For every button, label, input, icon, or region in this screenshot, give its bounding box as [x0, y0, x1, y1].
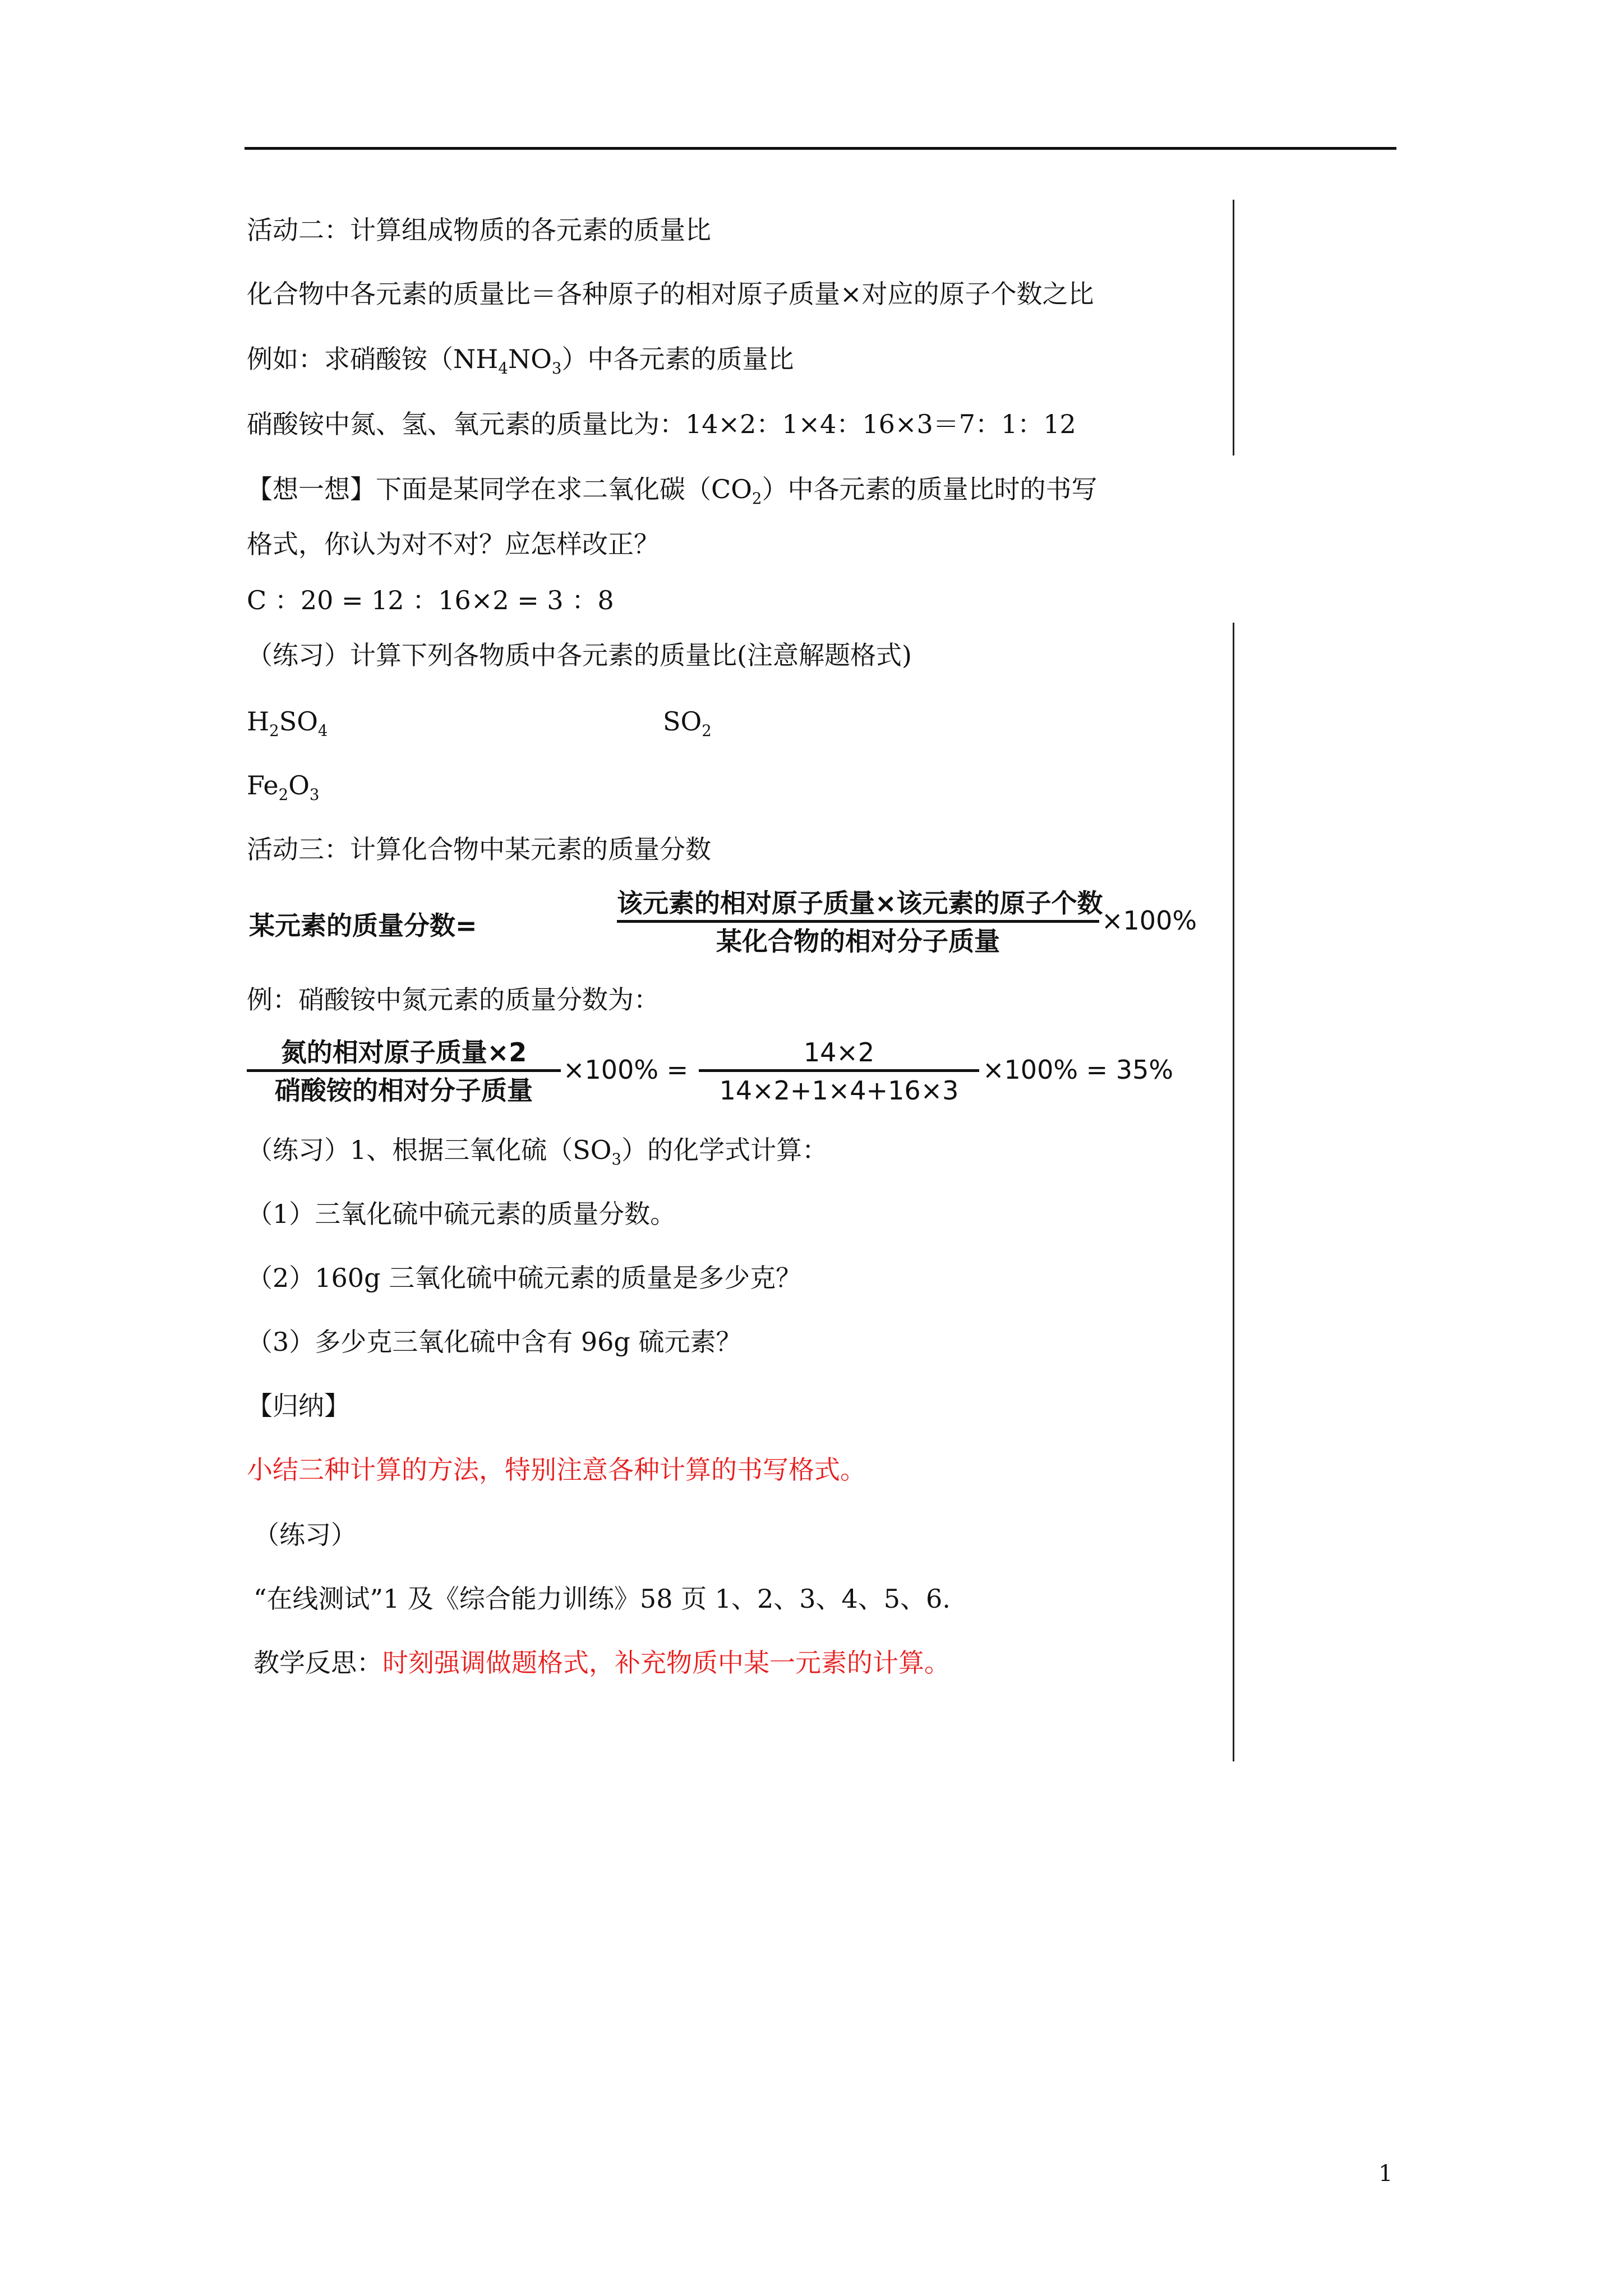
mass-ratio-rule: 化合物中各元素的质量比＝各种原子的相对原子质量×对应的原子个数之比 [247, 279, 1094, 309]
think-prompt-cont: 格式，你认为对不对？应怎样改正？ [247, 529, 660, 559]
formula2-mid: ×100% = [563, 1055, 689, 1085]
teaching-reflection: 教学反思：时刻强调做题格式，补充物质中某一元素的计算。 [253, 1648, 950, 1678]
formula2-fraction-bar1 [247, 1069, 561, 1072]
example-ammonium-nitrate: 例如：求硝酸铵$(NH_4NO_3)$中各元素的质量比 [247, 344, 794, 378]
summary-text: 小结三种计算的方法，特别注意各种计算的书写格式。 [247, 1455, 866, 1485]
formula2-fraction-bar2 [699, 1069, 979, 1072]
formula2-denominator1: 硝酸铵的相对分子质量 [275, 1075, 533, 1106]
formula1-denominator: 某化合物的相对分子质量 [716, 926, 1000, 956]
activity3-title: 活动三：计算化合物中某元素的质量分数 [247, 834, 711, 864]
formula-h2so4: $H_2SO_4$ [247, 706, 328, 740]
header-rule [245, 147, 1396, 150]
practice2-prompt: （练习）1、根据三氧化硫$(SO_3)$的化学式计算： [247, 1135, 828, 1168]
formula2-denominator2: 14×2+1×4+16×3 [719, 1075, 959, 1106]
practice1-prompt: （练习）计算下列各物质中各元素的质量比(注意解题格式) [247, 640, 912, 670]
formula1-numerator: 该元素的相对原子质量×该元素的原子个数 [617, 888, 1103, 918]
formula1-tail: ×100% [1101, 905, 1197, 936]
practice3-heading: （练习） [253, 1520, 357, 1550]
formula1-lhs: 某元素的质量分数= [249, 910, 477, 941]
formula1-fraction-bar [617, 920, 1099, 923]
question-2: （2）160g 三氧化硫中硫元素的质量是多少克？ [247, 1263, 802, 1293]
formula-so2: $SO_2$ [663, 706, 712, 740]
formula2-numerator1: 氮的相对原子质量×2 [280, 1037, 527, 1068]
formula2-numerator2: 14×2 [803, 1037, 875, 1068]
formula-fe2o3: $Fe_2O_3$ [247, 770, 320, 804]
activity2-title: 活动二：计算组成物质的各元素的质量比 [247, 215, 711, 245]
formula2-tail: ×100% = 35% [983, 1055, 1174, 1085]
question-3: （3）多少克三氧化硫中含有 96g 硫元素？ [247, 1327, 742, 1357]
example-nitrogen-fraction: 例：硝酸铵中氮元素的质量分数为： [247, 984, 660, 1015]
margin-line-top [1233, 200, 1234, 455]
summary-heading: 【归纳】 [247, 1391, 350, 1421]
ratio-answer: 硝酸铵中氮、氢、氧元素的质量比为：14×2：1×4：16×3＝7：1：12 [247, 409, 1076, 439]
wrong-format-example: C ：20 = 12 ：16×2 = 3 ：8 [247, 585, 614, 615]
think-prompt: 【想一想】下面是某同学在求二氧化碳$(CO_2)$中各元素的质量比时的书写 [247, 474, 1098, 508]
page-number: 1 [1378, 2161, 1393, 2187]
margin-line-bottom [1233, 623, 1234, 1761]
homework-text: “在线测试”1 及《综合能力训练》58 页 1、2、3、4、5、6. [253, 1584, 951, 1614]
question-1: （1）三氧化硫中硫元素的质量分数。 [247, 1199, 676, 1229]
